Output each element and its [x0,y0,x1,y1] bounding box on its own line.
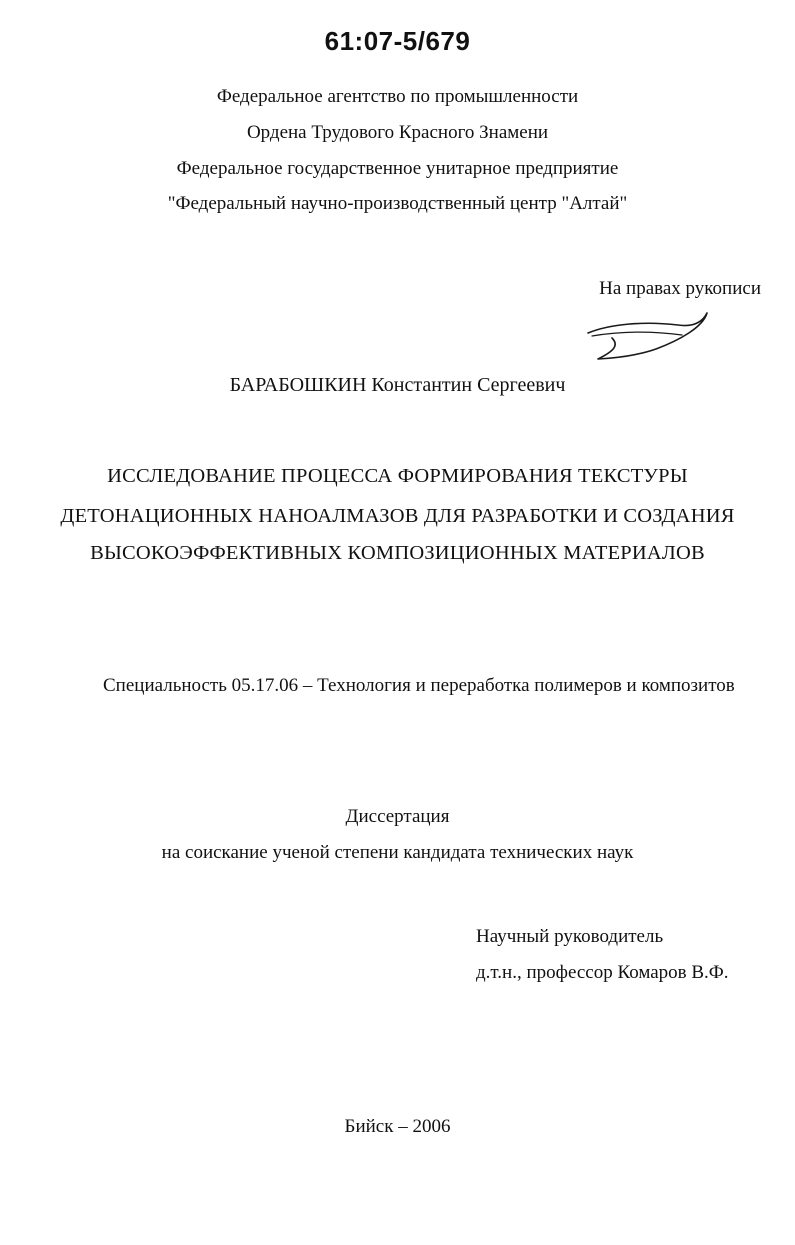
degree: на соискание ученой степени кандидата технических наук [161,842,634,863]
place-year: Бийск – 2006 [344,1116,451,1137]
title-line-3: ВЫСОКОЭФФЕКТИВНЫХ КОМПОЗИЦИОННЫХ МАТЕРИАЛОВ [90,542,705,564]
organization-line-3: Федеральное государственное унитарное предприятие [176,158,619,179]
title-line-2: ДЕТОНАЦИОННЫХ НАНОАЛМАЗОВ ДЛЯ РАЗРАБОТКИ И СОЗДАНИЯ [60,505,735,527]
registration-code: 61:07-5/679 [324,26,471,56]
author-name: БАРАБОШКИН Константин Сергеевич [229,374,566,396]
work-type: Диссертация [345,806,450,827]
title-line-1: ИССЛЕДОВАНИЕ ПРОЦЕССА ФОРМИРОВАНИЯ ТЕКСТУРЫ [107,465,688,487]
signature-image [582,304,717,364]
organization-line-1: Федеральное агентство по промышленности [216,86,579,107]
specialty: Специальность 05.17.06 – Технология и переработка полимеров и композитов [103,675,735,696]
organization-line-4: "Федеральный научно-производственный центр "Алтай" [167,193,628,214]
organization-line-2: Ордена Трудового Красного Знамени [246,122,549,143]
supervisor-label: Научный руководитель [476,926,664,947]
manuscript-note: На правах рукописи [599,278,761,299]
supervisor-name: д.т.н., профессор Комаров В.Ф. [476,962,729,983]
